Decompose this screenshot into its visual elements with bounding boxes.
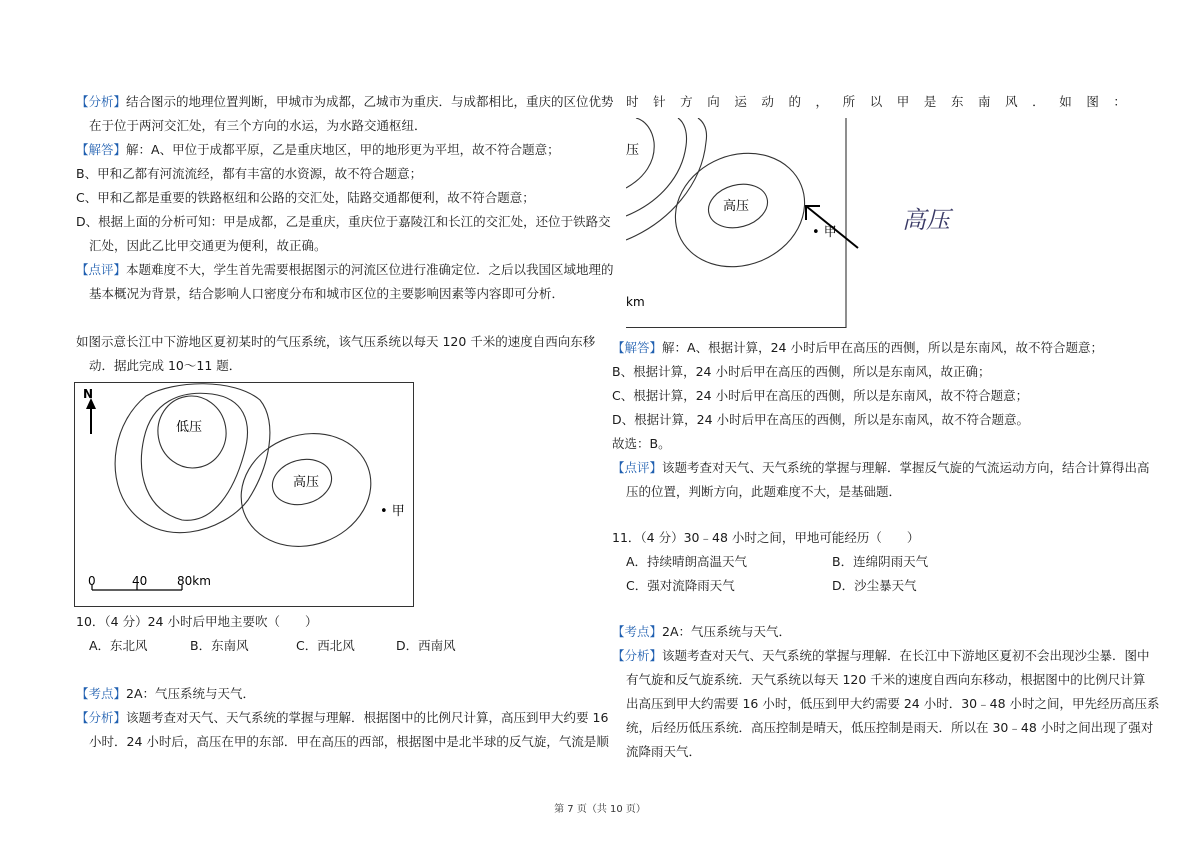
answer-9-line1: [76, 142, 560, 158]
low-label: 低压: [176, 420, 203, 435]
scale-label-0: 0: [88, 574, 96, 588]
low-label-partial: 压: [626, 143, 640, 158]
answer-10-text1: 解：A、根据计算，24 小时后甲在高压的西侧，所以是东南风，故不符合题意；: [662, 340, 1103, 355]
analysis-11-line1: [612, 648, 1150, 664]
cont-char: 时: [626, 94, 639, 109]
knowledge-tag: 【考点】: [76, 686, 127, 701]
question-10-option-c: C．西北风: [296, 638, 355, 653]
question-10-stem: 10．（4 分）24 小时后甲地主要吹（ ）: [76, 614, 318, 629]
comment-tag: 【点评】: [612, 460, 663, 475]
analysis-10-continued: [626, 94, 1126, 110]
analysis-tag: 【分析】: [612, 648, 663, 663]
question-11-option-a: A．持续晴朗高温天气: [626, 554, 748, 569]
answer-10-line2: B、根据计算，24 小时后甲在高压的西侧，所以是东南风，故正确；: [612, 364, 991, 379]
knowledge-point-10: [76, 686, 255, 702]
analysis-9-text1: 结合图示的地理位置判断，甲城市为成都，乙城市为重庆．与成都相比，重庆的区位优势: [126, 94, 614, 109]
comment-9-line2: 基本概况为背景，结合影响人口密度分布和城市区位的主要影响因素等内容即可分析．: [89, 286, 565, 301]
answer-tag: 【解答】: [76, 142, 127, 157]
city-label: • 甲: [812, 225, 837, 240]
cont-char: 向: [707, 94, 720, 109]
analysis-11-line5: 流降雨天气．: [626, 744, 702, 759]
answer-10-line3: C、根据计算，24 小时后甲在高压的西侧，所以是东南风，故不符合题意；: [612, 388, 1029, 403]
answer-9-text1: 解：A、甲位于成都平原，乙是重庆地区，甲的地形更为平坦，故不符合题意；: [126, 142, 560, 157]
analysis-10-text1: 该题考查对天气、天气系统的掌握与理解．根据图中的比例尺计算，高压到甲大约要 16: [126, 710, 609, 725]
answer-9-line5: 汇处，因此乙比甲交通更为便利，故正确。: [89, 238, 327, 253]
cont-char: 所: [842, 94, 856, 109]
knowledge-tag: 【考点】: [612, 624, 663, 639]
cont-char: ．: [1032, 94, 1045, 109]
question-11-option-c: C．强对流降雨天气: [626, 578, 735, 593]
question-11-option-d: D．沙尘暴天气: [832, 578, 917, 593]
cont-char: 东: [950, 94, 964, 109]
question-11-option-b: B．连绵阴雨天气: [832, 554, 929, 569]
cont-char: 动: [761, 94, 774, 109]
cropped-pressure-figure: [626, 118, 956, 330]
cont-char: 风: [1005, 94, 1018, 109]
comment-9-text1: 本题难度不大，学生首先需要根据图示的河流区位进行准确定位．之后以我国区域地理的: [126, 262, 614, 277]
comment-10-line2: 压的位置，判断方向，此题难度不大，是基础题．: [626, 484, 902, 499]
answer-9-line2: B、甲和乙都有河流流经，都有丰富的水资源，故不符合题意；: [76, 166, 423, 181]
analysis-11-line4: 统，后经历低压系统．高压控制是晴天，低压控制是雨天．所以在 30﹣48 小时之间出现了强对: [626, 720, 1154, 735]
intro-line1: 如图示意长江中下游地区夏初某时的气压系统，该气压系统以每天 120 千米的速度自西向东移: [76, 334, 596, 349]
cont-char: 如: [1059, 94, 1072, 109]
cont-char: 的: [788, 94, 801, 109]
answer-9-line4: D、根据上面的分析可知：甲是成都，乙是重庆，重庆位于嘉陵江和长江的交汇处，还位于铁路交: [76, 214, 611, 229]
cont-char: ：: [1113, 94, 1126, 109]
high-label: 高压: [723, 199, 750, 214]
cont-char: 以: [869, 94, 883, 109]
analysis-9-line2: 在于位于两河交汇处，有三个方向的水运，为水路交通枢纽．: [89, 118, 427, 133]
north-label: N: [83, 387, 94, 401]
scale-label-80: 80km: [177, 574, 211, 588]
answer-10-line1: [612, 340, 1103, 356]
analysis-11-text1: 该题考查对天气、天气系统的掌握与理解．在长江中下游地区夏初不会出现沙尘暴．图中: [662, 648, 1150, 663]
cont-char: 运: [734, 94, 747, 109]
analysis-10-line2: 小时．24 小时后，高压在甲的东部．甲在高压的西部，根据图中是北半球的反气旋，气流是顺: [89, 734, 609, 749]
cont-char: 图: [1086, 94, 1099, 109]
analysis-10-line1: [76, 710, 608, 726]
knowledge-point-10-text: 2A：气压系统与天气．: [126, 686, 256, 701]
knowledge-point-11-text: 2A：气压系统与天气．: [662, 624, 792, 639]
comment-9-line1: [76, 262, 614, 278]
comment-10-text1: 该题考查对天气、天气系统的掌握与理解．掌握反气旋的气流运动方向，结合计算得出高: [662, 460, 1150, 475]
answer-tag: 【解答】: [612, 340, 663, 355]
scale-label-40: 40: [132, 574, 148, 588]
cont-char: 甲: [896, 94, 910, 109]
analysis-tag: 【分析】: [76, 94, 127, 109]
question-10-option-d: D．西南风: [396, 638, 456, 653]
handwritten-high-annotation: 高压: [902, 206, 950, 234]
comment-tag: 【点评】: [76, 262, 127, 277]
analysis-11-line2: 有气旋和反气旋系统．天气系统以每天 120 千米的速度自西向东移动，根据图中的比例尺计算: [626, 672, 1146, 687]
answer-10-line5: 故选：B。: [612, 436, 671, 451]
knowledge-point-11: [612, 624, 791, 640]
cont-char: 是: [923, 94, 937, 109]
comment-10-line1: [612, 460, 1150, 476]
intro-line2: 动．据此完成 10～11 题．: [89, 358, 242, 373]
cont-char: 方: [680, 94, 693, 109]
question-10-option-b: B．东南风: [190, 638, 249, 653]
question-11-stem: 11．（4 分）30﹣48 小时之间，甲地可能经历（ ）: [612, 530, 920, 545]
analysis-9-line1: [76, 94, 614, 110]
answer-9-line3: C、甲和乙都是重要的铁路枢纽和公路的交汇处，陆路交通都便利，故不符合题意；: [76, 190, 535, 205]
scale-label-partial: km: [626, 295, 645, 309]
city-label: • 甲: [380, 504, 405, 519]
answer-10-line4: D、根据计算，24 小时后甲在高压的西侧，所以是东南风，故不符合题意。: [612, 412, 1030, 427]
page-footer: 第 7 页（共 10 页）: [554, 804, 646, 815]
analysis-11-line3: 出高压到甲大约需要 16 小时，低压到甲大约需要 24 小时．30﹣48 小时之间，甲先经历高压系: [626, 696, 1160, 711]
analysis-tag: 【分析】: [76, 710, 127, 725]
cont-char: 南: [978, 94, 991, 109]
pressure-map: [74, 382, 414, 607]
question-10-option-a: A．东北风: [89, 638, 148, 653]
high-label: 高压: [293, 475, 320, 490]
cont-char: ，: [815, 94, 829, 109]
cont-char: 针: [653, 94, 666, 109]
